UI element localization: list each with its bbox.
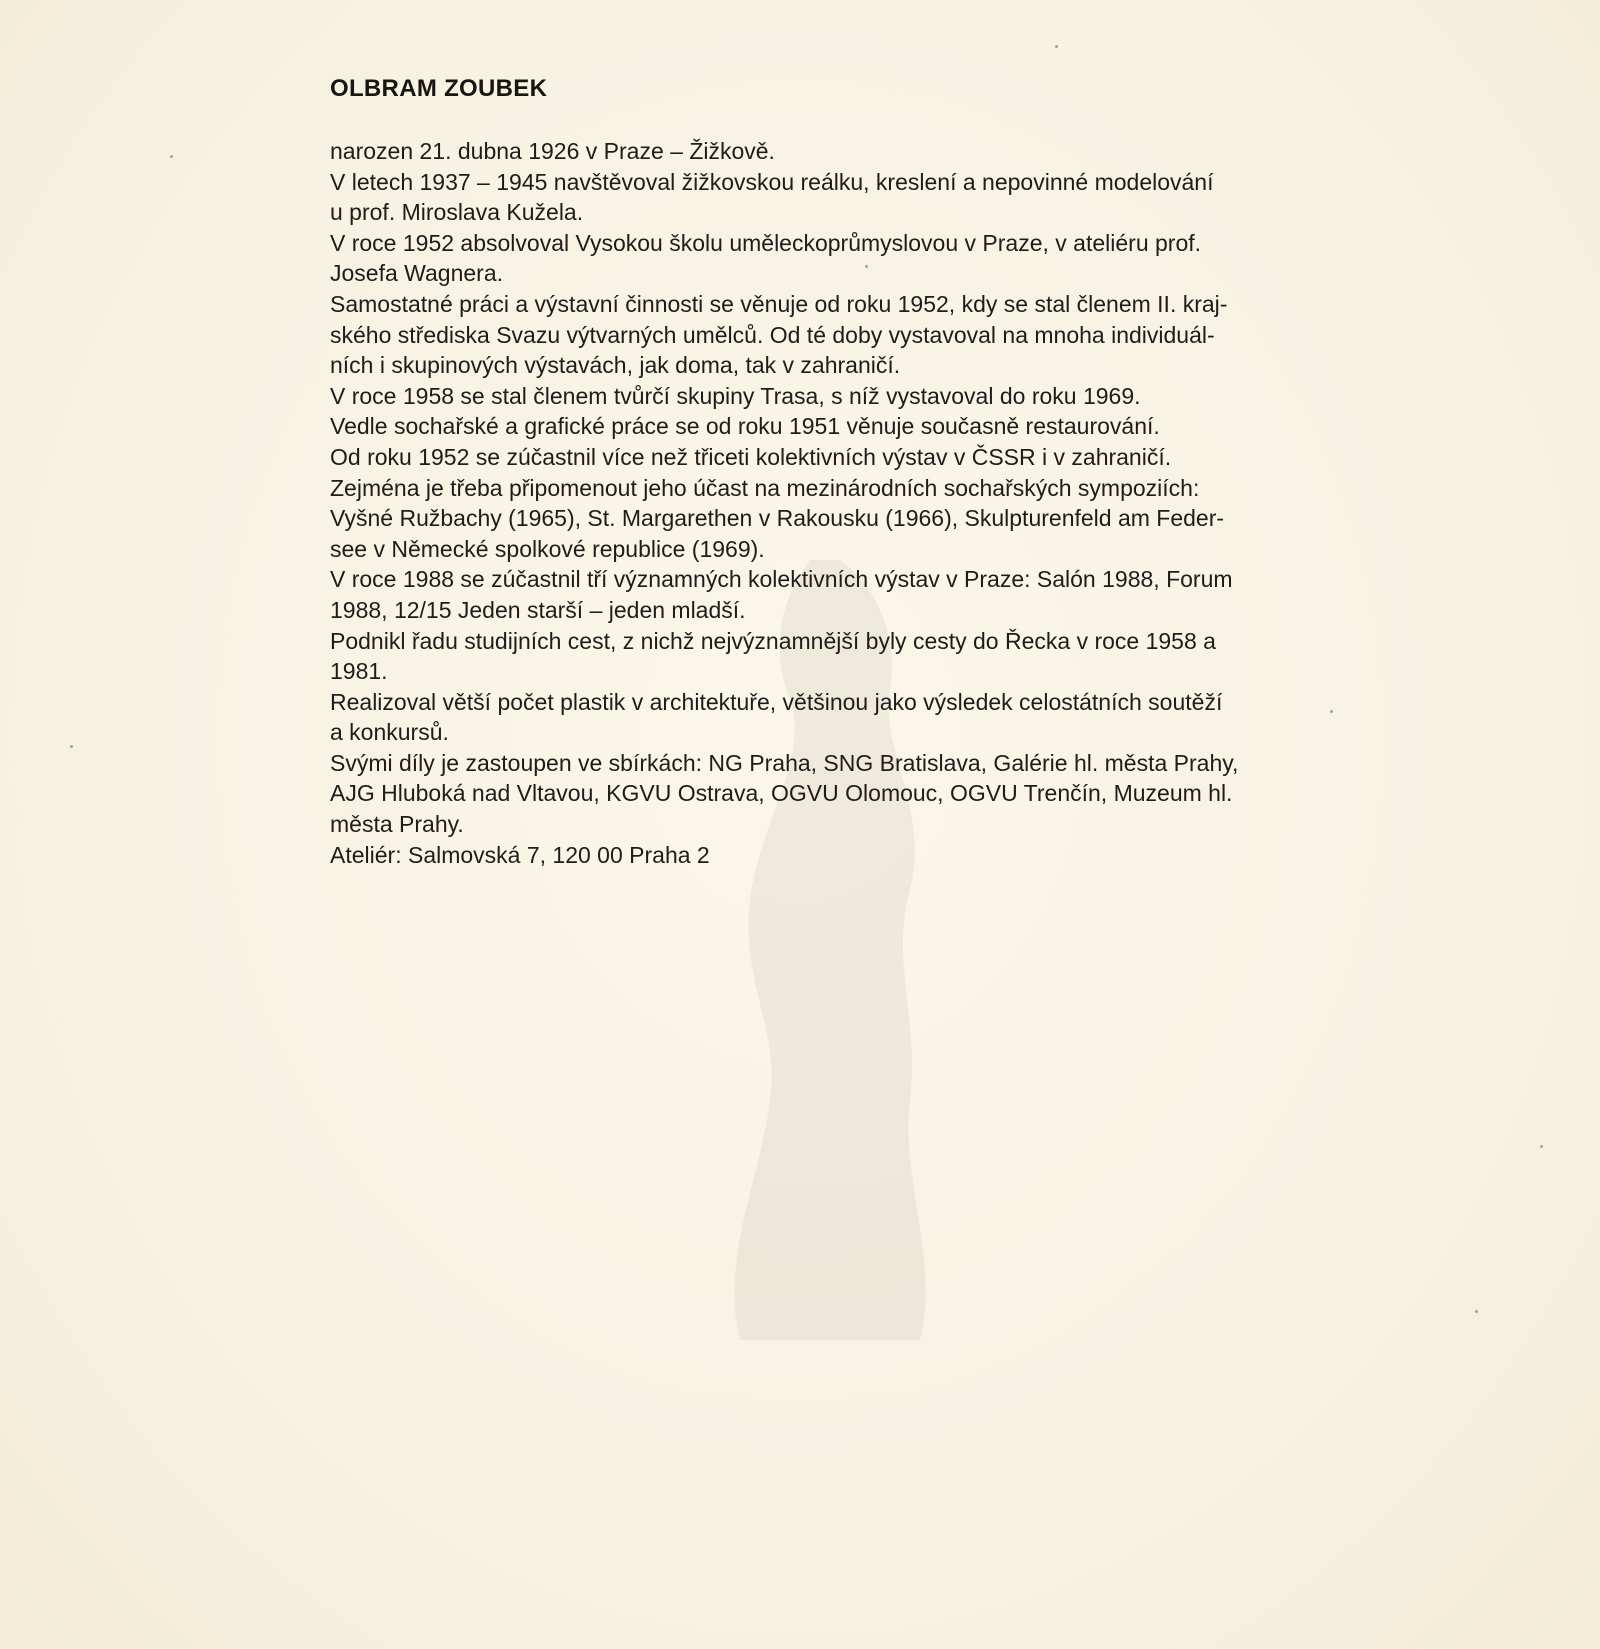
bio-line: Podnikl řadu studijních cest, z nichž nejvýznamnější byly cesty do Řecka v roce 1958 a [330, 627, 1216, 654]
bio-line: Samostatné práci a výstavní činnosti se věnuje od roku 1952, kdy se stal členem II. kraj- [330, 290, 1228, 317]
biography-text [330, 136, 1380, 870]
bio-line: V letech 1937 – 1945 navštěvoval žižkovskou reálku, kreslení a nepovinné modelování [330, 168, 1214, 195]
bio-line: see v Německé spolkové republice (1969). [330, 535, 765, 562]
bio-line: narozen 21. dubna 1926 v Praze – Žižkově. [330, 138, 775, 164]
bio-line: V roce 1958 se stal členem tvůrčí skupiny Trasa, s níž vystavoval do roku 1969. [330, 382, 1141, 409]
bio-line: Od roku 1952 se zúčastnil více než třiceti kolektivních výstav v ČSSR i v zahraničí. [330, 443, 1172, 470]
paper-speck [1055, 45, 1058, 48]
bio-line: Josefa Wagnera. [330, 260, 504, 287]
bio-line: V roce 1952 absolvoval Vysokou školu uměleckoprůmyslovou v Praze, v ateliéru prof. [330, 229, 1202, 256]
bio-line: V roce 1988 se zúčastnil tří významných kolektivních výstav v Praze: Salón 1988, Forum [330, 566, 1233, 593]
bio-line: města Prahy. [330, 811, 464, 838]
bio-line: Realizoval větší počet plastik v architektuře, většinou jako výsledek celostátních soutěží [330, 688, 1223, 715]
bio-line: Vyšné Ružbachy (1965), St. Margarethen v Rakousku (1966), Skulpturenfeld am Feder- [330, 505, 1225, 532]
bio-line: Vedle sochařské a grafické práce se od roku 1951 věnuje současně restaurování. [330, 413, 1160, 440]
paper-speck [1540, 1145, 1543, 1148]
bio-line: Zejména je třeba připomenout jeho účast na mezinárodních sochařských sympoziích: [330, 474, 1200, 501]
bio-line: Svými díly je zastoupen ve sbírkách: NG Praha, SNG Bratislava, Galérie hl. města Prahy, [330, 749, 1239, 776]
artist-name-heading: OLBRAM ZOUBEK [330, 75, 548, 102]
bio-line: u prof. Miroslava Kužela. [330, 199, 584, 226]
bio-line: AJG Hluboká nad Vltavou, KGVU Ostrava, OGVU Olomouc, OGVU Trenčín, Muzeum hl. [330, 780, 1233, 807]
bio-line: 1988, 12/15 Jeden starší – jeden mladší. [330, 596, 746, 623]
bio-line: ského střediska Svazu výtvarných umělců. Od té doby vystavoval na mnoha individuál- [330, 321, 1215, 348]
bio-line: a konkursů. [330, 719, 449, 746]
paper-speck [1475, 1310, 1478, 1313]
bio-line: ních i skupinových výstavách, jak doma, tak v zahraničí. [330, 352, 901, 379]
bio-line: Ateliér: Salmovská 7, 120 00 Praha 2 [330, 841, 710, 868]
paper-speck [170, 155, 173, 158]
bio-line: 1981. [330, 658, 388, 685]
paper-speck [70, 745, 73, 748]
